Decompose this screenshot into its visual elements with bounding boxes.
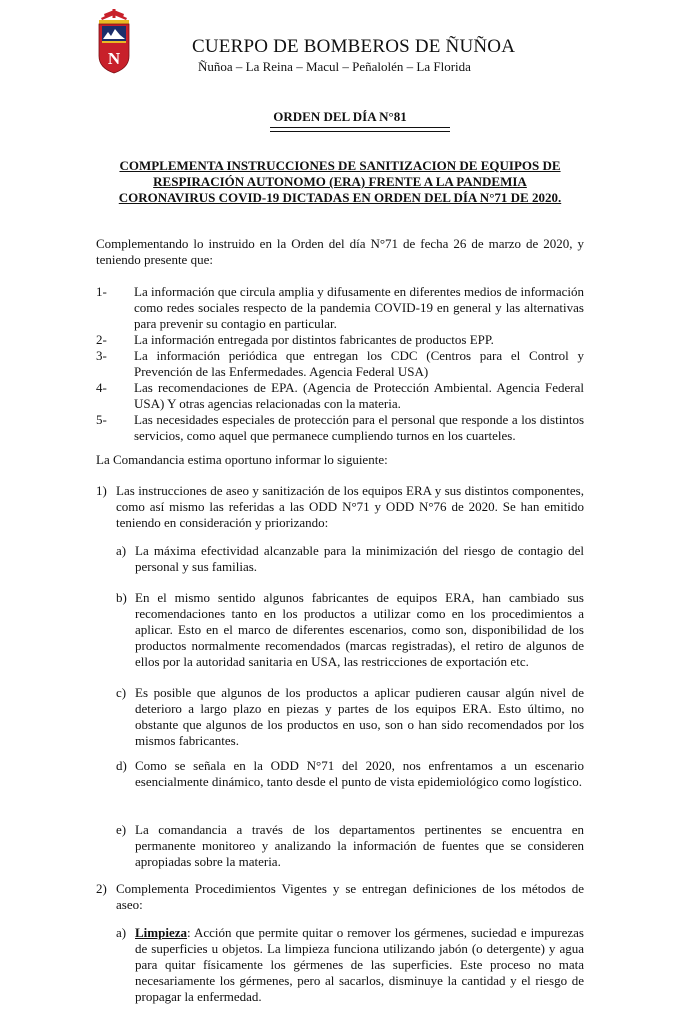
section-1 (96, 483, 584, 531)
list-item (96, 380, 584, 412)
list-number: 4- (96, 380, 107, 395)
section-1-item-b (116, 590, 584, 670)
definition-text: : Acción que permite quitar o remover los gérmenes, suciedad e impurezas de superficies u objetos. La limpieza funciona utilizando jabón (o detergente) y agua para quitar físicamente los gérmenes de las superficies. Este proceso no mata necesariamente los gérmenes, pero al sacarlos, disminuye la cantidad y el riesgo de propagar la enfermedad. (135, 925, 584, 1004)
considerations-list (96, 284, 584, 444)
section-2 (96, 881, 584, 913)
section-1-item-c (116, 685, 584, 749)
list-number: 2- (96, 332, 107, 347)
list-item (96, 284, 584, 332)
item-letter: a) (116, 543, 127, 558)
list-text: La información entregada por distintos fabricantes de productos EPP. (134, 332, 494, 347)
section-number: 1) (96, 483, 107, 498)
item-text: Es posible que algunos de los productos a aplicar pudieren causar algún nivel de deterioro a largo plazo en piezas y partes de los equipos ERA. Esto último, no obstante que algunos de los productos en uso, son o han sido recomendados por los mismos fabricantes. (135, 685, 584, 748)
item-text (135, 925, 584, 1005)
subject-line: RESPIRACIÓN AUTONOMO (ERA) FRENTE A LA PANDEMIA (153, 174, 527, 189)
section-2-item-a (116, 925, 584, 1005)
intro-paragraph: Complementando lo instruido en la Orden del día N°71 de fecha 26 de marzo de 2020, y teniendo presente que: (96, 236, 584, 267)
list-text: La información periódica que entregan los CDC (Centros para el Control y Prevención de las Enfermedades. Agencia Federal USA) (134, 348, 584, 379)
item-letter: b) (116, 590, 127, 605)
list-number: 3- (96, 348, 107, 363)
svg-text:N: N (107, 49, 121, 68)
list-text: Las necesidades especiales de protección para el personal que responde a los distintos servicios, como aquel que permanece cumpliendo turnos en los cuarteles. (134, 412, 584, 443)
list-number: 1- (96, 284, 107, 299)
section-text: Las instrucciones de aseo y sanitización de los equipos ERA y sus distintos componentes, como así mismo las referidas a las ODD N°71 y ODD N°76 de 2020. Se han emitido teniendo en consideración y priorizando: (116, 483, 584, 530)
item-text: Como se señala en la ODD N°71 del 2020, nos enfrentamos a un escenario esencialmente dinámico, tanto desde el punto de vista epidemiológico como logístico. (135, 758, 584, 789)
order-title-double-rule (270, 127, 450, 132)
list-text: Las recomendaciones de EPA. (Agencia de Protección Ambiental. Agencia Federal USA) Y otras agencias relacionadas con la materia. (134, 380, 584, 411)
item-text: La máxima efectividad alcanzable para la minimización del riesgo de contagio del personal y sus familias. (135, 543, 584, 574)
section-number: 2) (96, 881, 107, 896)
list-item (96, 412, 584, 444)
list-item (96, 332, 584, 348)
comandancia-paragraph: La Comandancia estima oportuno informar lo siguiente: (96, 452, 388, 467)
list-item (96, 348, 584, 380)
subject-heading (96, 158, 584, 206)
list-number: 5- (96, 412, 107, 427)
item-letter: c) (116, 685, 127, 700)
section-text: Complementa Procedimientos Vigentes y se entregan definiciones de los métodos de aseo: (116, 881, 584, 912)
organization-name: CUERPO DE BOMBEROS DE ÑUÑOA (192, 36, 516, 57)
item-text: En el mismo sentido algunos fabricantes de equipos ERA, han cambiado sus recomendaciones tanto en los productos a utilizar como en los procedimientos a aplicar. Esto en el marco de diferentes escenarios, como son, disponibilidad de los productos normalmente recomendados (marcas registradas), el retiro de algunos de ellos por la autoridad sanitaria en USA, las restricciones de exportación etc. (135, 590, 584, 669)
item-letter: d) (116, 758, 127, 773)
section-1-item-e (116, 822, 584, 870)
organization-communes: Ñuñoa – La Reina – Macul – Peñalolén – La Florida (198, 59, 471, 74)
subject-line: COMPLEMENTA INSTRUCCIONES DE SANITIZACION DE EQUIPOS DE (119, 158, 561, 173)
item-letter: a) (116, 925, 127, 940)
item-text: La comandancia a través de los departamentos pertinentes se encuentra en permanente monitoreo y analizando la información de fuentes que se consideren apropiadas sobre la materia. (135, 822, 584, 869)
section-1-item-d (116, 758, 584, 790)
order-title: ORDEN DEL DÍA N°81 (273, 109, 407, 124)
fire-department-crest-icon (96, 8, 132, 74)
item-letter: e) (116, 822, 127, 837)
section-1-item-a (116, 543, 584, 575)
subject-line: CORONAVIRUS COVID-19 DICTADAS EN ORDEN DEL DÍA N°71 DE 2020. (118, 190, 562, 205)
definition-term: Limpieza (135, 925, 187, 940)
list-text: La información que circula amplia y difusamente en diferentes medios de información como redes sociales respecto de la pandemia COVID-19 en general y las alternativas para prevenir su contagio en particular. (134, 284, 584, 331)
